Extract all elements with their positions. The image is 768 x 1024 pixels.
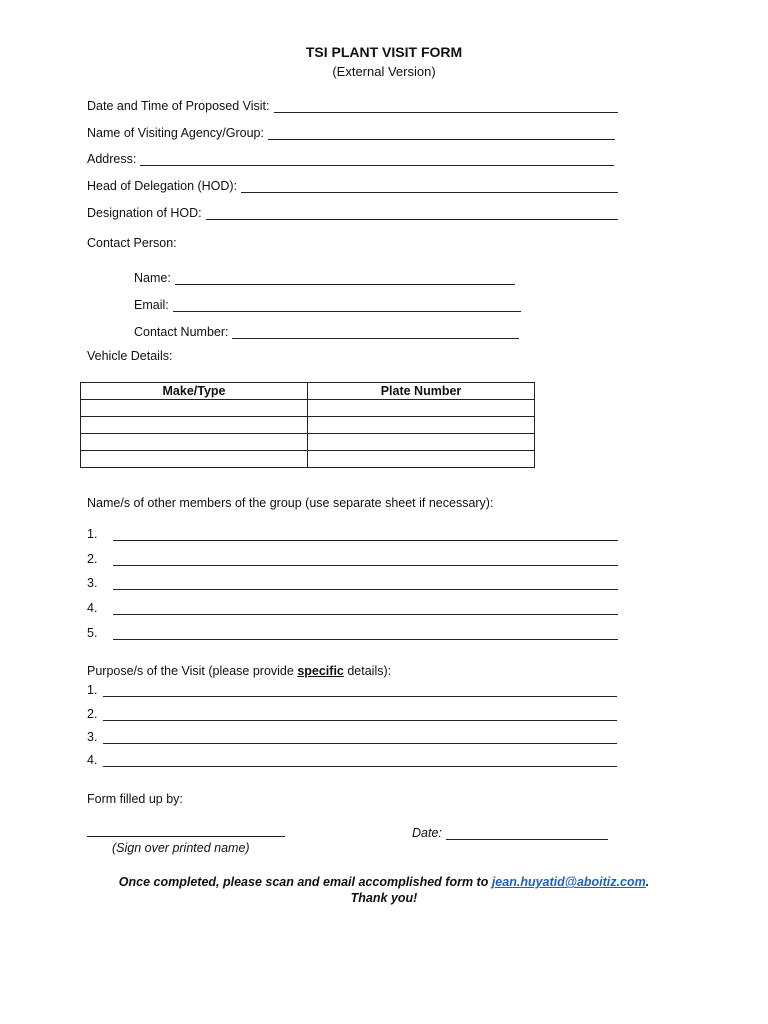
plate-number-cell[interactable] bbox=[308, 400, 535, 417]
contact-number-field[interactable] bbox=[134, 323, 519, 339]
member-number: 1. bbox=[87, 527, 98, 541]
purpose-line-item[interactable] bbox=[87, 728, 617, 744]
purpose-number: 3. bbox=[87, 730, 98, 744]
member-line[interactable] bbox=[113, 627, 618, 640]
member-line-item[interactable] bbox=[87, 599, 618, 615]
contact-name-line[interactable] bbox=[175, 272, 515, 285]
date-label: Date: bbox=[412, 826, 442, 840]
purpose-number: 4. bbox=[87, 753, 98, 767]
purpose-line-item[interactable] bbox=[87, 681, 617, 697]
member-line-item[interactable] bbox=[87, 525, 618, 541]
designation-label: Designation of HOD: bbox=[87, 206, 202, 220]
address-label: Address: bbox=[87, 152, 137, 166]
purpose-line[interactable] bbox=[103, 708, 617, 721]
purpose-line[interactable] bbox=[103, 731, 617, 744]
vehicle-row bbox=[81, 400, 535, 417]
plate-number-cell[interactable] bbox=[308, 451, 535, 468]
plate-number-header: Plate Number bbox=[308, 383, 535, 400]
contact-name-field[interactable] bbox=[134, 269, 515, 285]
members-heading: Name/s of other members of the group (use separate sheet if necessary): bbox=[87, 496, 494, 510]
member-line-item[interactable] bbox=[87, 550, 618, 566]
member-number: 5. bbox=[87, 626, 98, 640]
member-line[interactable] bbox=[113, 553, 618, 566]
agency-line[interactable] bbox=[268, 127, 615, 140]
form-title: TSI PLANT VISIT FORM bbox=[305, 44, 463, 60]
contact-name-label: Name: bbox=[134, 271, 171, 285]
agency-field[interactable] bbox=[87, 124, 615, 140]
purpose-heading-end: details): bbox=[343, 664, 392, 678]
plate-number-cell[interactable] bbox=[308, 417, 535, 434]
make-type-cell[interactable] bbox=[81, 451, 308, 468]
date-time-field[interactable] bbox=[87, 97, 618, 113]
make-type-cell[interactable] bbox=[81, 417, 308, 434]
address-field[interactable] bbox=[87, 150, 614, 166]
purpose-heading bbox=[87, 664, 391, 678]
contact-heading: Contact Person: bbox=[87, 236, 177, 250]
date-time-line[interactable] bbox=[274, 100, 618, 113]
hod-line[interactable] bbox=[241, 180, 618, 193]
purpose-line[interactable] bbox=[103, 684, 617, 697]
purpose-number: 2. bbox=[87, 707, 98, 721]
member-number: 4. bbox=[87, 601, 98, 615]
vehicle-table-header bbox=[81, 383, 535, 400]
agency-label: Name of Visiting Agency/Group: bbox=[87, 126, 264, 140]
vehicle-row bbox=[81, 451, 535, 468]
make-type-cell[interactable] bbox=[81, 434, 308, 451]
filled-by-label: Form filled up by: bbox=[87, 792, 183, 806]
member-line-item[interactable] bbox=[87, 574, 618, 590]
contact-number-label: Contact Number: bbox=[134, 325, 229, 339]
purpose-line[interactable] bbox=[103, 754, 617, 767]
date-field[interactable] bbox=[412, 824, 608, 840]
contact-email-line[interactable] bbox=[173, 299, 521, 312]
vehicle-heading: Vehicle Details: bbox=[87, 349, 173, 363]
form-subtitle: (External Version) bbox=[332, 64, 436, 79]
member-line[interactable] bbox=[113, 528, 618, 541]
instruction-period: . bbox=[645, 875, 650, 889]
contact-number-line[interactable] bbox=[232, 326, 519, 339]
contact-email-field[interactable] bbox=[134, 296, 521, 312]
designation-field[interactable] bbox=[87, 204, 618, 220]
contact-email-label: Email: bbox=[134, 298, 169, 312]
instruction-text bbox=[0, 875, 768, 889]
hod-label: Head of Delegation (HOD): bbox=[87, 179, 238, 193]
hod-field[interactable] bbox=[87, 177, 618, 193]
purpose-line-item[interactable] bbox=[87, 705, 617, 721]
make-type-header: Make/Type bbox=[81, 383, 308, 400]
signature-line[interactable] bbox=[87, 836, 285, 837]
address-line[interactable] bbox=[140, 153, 614, 166]
member-line[interactable] bbox=[113, 602, 618, 615]
vehicle-row bbox=[81, 417, 535, 434]
member-line-item[interactable] bbox=[87, 624, 618, 640]
purpose-heading-emphasis: specific bbox=[297, 664, 344, 678]
date-line[interactable] bbox=[446, 827, 608, 840]
vehicle-table bbox=[80, 382, 535, 468]
make-type-cell[interactable] bbox=[81, 400, 308, 417]
instruction-body: Once completed, please scan and email accomplished form to bbox=[118, 875, 492, 889]
date-time-label: Date and Time of Proposed Visit: bbox=[87, 99, 270, 113]
purpose-heading-start: Purpose/s of the Visit (please provide bbox=[87, 664, 298, 678]
email-link[interactable]: jean.huyatid@aboitiz.com bbox=[491, 875, 646, 889]
purpose-line-item[interactable] bbox=[87, 751, 617, 767]
designation-line[interactable] bbox=[206, 207, 618, 220]
sign-note: (Sign over printed name) bbox=[112, 841, 250, 855]
member-number: 2. bbox=[87, 552, 98, 566]
member-number: 3. bbox=[87, 576, 98, 590]
plate-number-cell[interactable] bbox=[308, 434, 535, 451]
vehicle-row bbox=[81, 434, 535, 451]
member-line[interactable] bbox=[113, 577, 618, 590]
thank-you-text: Thank you! bbox=[350, 891, 418, 905]
purpose-number: 1. bbox=[87, 683, 98, 697]
